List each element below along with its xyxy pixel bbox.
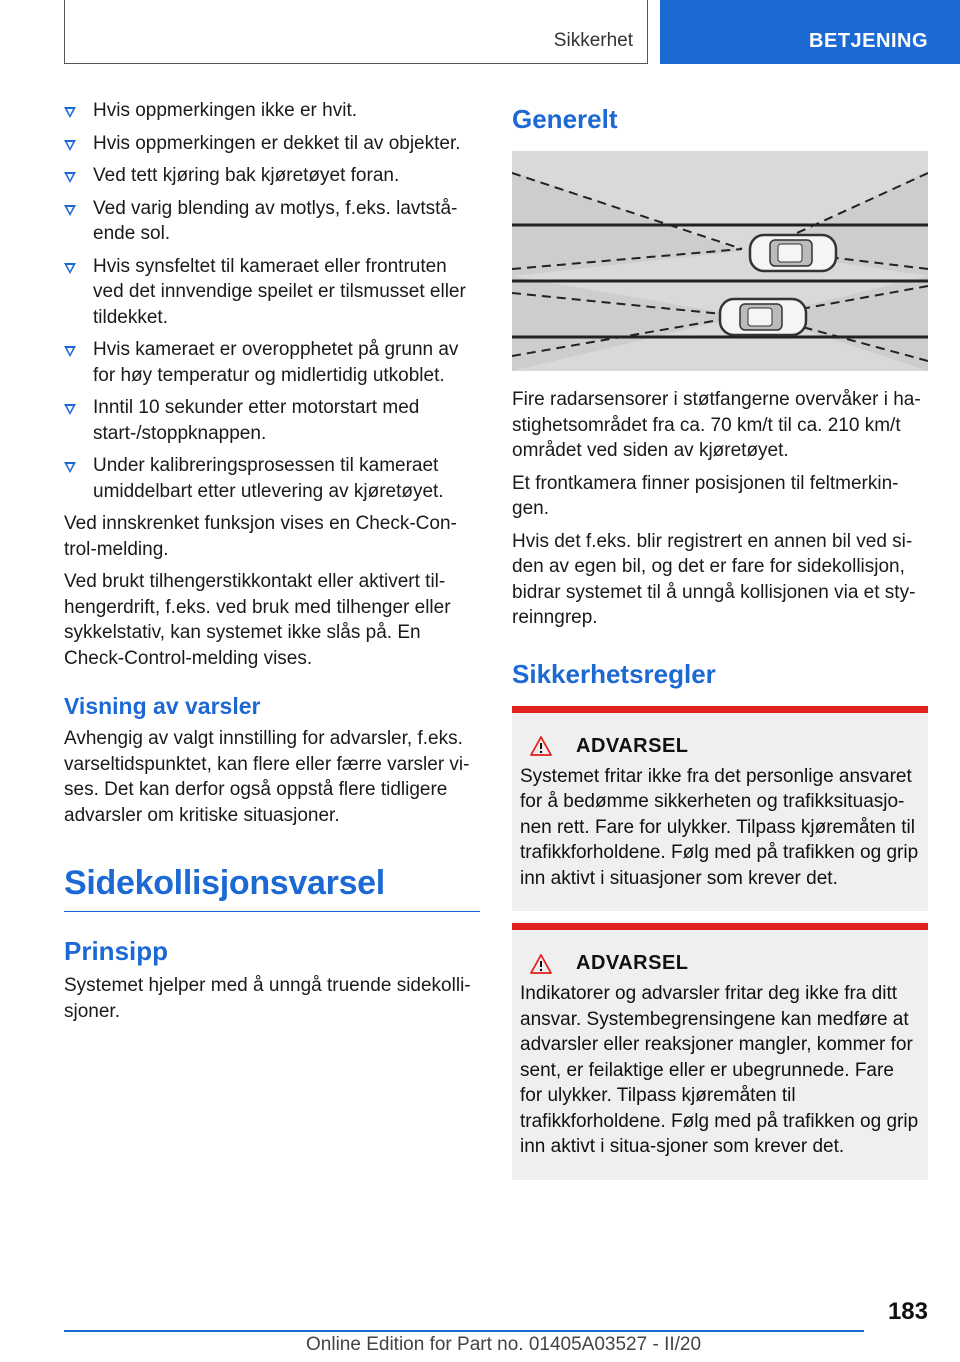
list-item: Hvis oppmerkingen ikke er hvit. xyxy=(64,98,480,124)
list-item: Under kalibreringsprosessen til kameraet umiddelbart etter utlevering av kjøretøyet. xyxy=(64,453,480,504)
list-item: Hvis kameraet er overopphetet på grunn av for høy temperatur og midlertidig utkoblet. xyxy=(64,337,480,388)
car-icon xyxy=(750,235,836,271)
header-section-title: Sikkerhet xyxy=(553,30,633,51)
page-number: 183 xyxy=(887,1298,928,1325)
sikkerhet-heading: Sikkerhetsregler xyxy=(512,658,716,689)
generelt-paragraph-1: Fire radarsensorer i støtfangerne overvåker i ha-stighetsområdet fra ca. 70 km/t til ca. 210 km/t området ved siden av kjøretøyet. xyxy=(512,389,921,461)
generelt-paragraph-2: Et frontkamera finner posisjonen til feltmerkin-gen. xyxy=(512,472,899,519)
footer-divider xyxy=(64,1330,864,1332)
warning-title: ADVARSEL xyxy=(576,734,689,757)
visning-paragraph: Avhengig av valgt innstilling for advarsler, f.eks. varseltidspunktet, kan flere eller færre varsler vi-ses. Det kan derfor også oppstå flere tidligere advarsler om kritiske situasjoner. xyxy=(64,728,470,826)
generelt-paragraph-3: Hvis det f.eks. blir registrert en annen bil ved si-den av egen bil, og det er fare for sidekollisjon, bidrar systemet til å unngå kollisjonen via et sty-reinngrep. xyxy=(512,530,916,628)
header-section-box xyxy=(64,0,648,64)
warning-text: Systemet fritar ikke fra det personlige ansvaret for å bedømme sikkerheten og trafikksituasjo-nen rett. Fare for ulykker. Tilpass kjøremåten til trafikkforholdene. Følg med på trafikken og grip inn aktivt i situasjoner som krever det. xyxy=(520,765,919,889)
trailer-paragraph: Ved brukt tilhengerstikkontakt eller aktivert til-hengerdrift, f.eks. ved bruk med tilhenger eller sykkelstativ, kan systemet ikke slås på. En Check-Control-melding vises. xyxy=(64,571,451,669)
road-diagram xyxy=(512,151,928,371)
bullet-triangle-icon xyxy=(64,205,76,216)
list-item: Ved tett kjøring bak kjøretøyet foran. xyxy=(64,163,480,189)
bullet-triangle-icon xyxy=(64,263,76,274)
list-item: Hvis oppmerkingen er dekket til av objekter. xyxy=(64,131,480,157)
generelt-heading: Generelt xyxy=(512,104,618,134)
warning-box xyxy=(512,706,928,912)
list-item: Inntil 10 sekunder etter motorstart med start-/stoppknappen. xyxy=(64,395,480,446)
warning-box xyxy=(512,923,928,1180)
car-icon xyxy=(720,299,806,335)
list-item: Ved varig blending av motlys, f.eks. lavtstå-ende sol. xyxy=(64,196,480,247)
left-column xyxy=(64,98,480,1031)
check-control-paragraph: Ved innskrenket funksjon vises en Check-Con-trol-melding. xyxy=(64,513,457,560)
radar-illustration xyxy=(512,151,928,371)
bullet-triangle-icon xyxy=(64,107,76,118)
warning-triangle-icon xyxy=(530,954,552,974)
footer-edition: Online Edition for Part no. 01405A03527 - II/20 xyxy=(306,1334,702,1355)
prinsipp-heading: Prinsipp xyxy=(64,936,169,966)
right-column xyxy=(512,98,928,1180)
warning-triangle-icon xyxy=(530,736,552,756)
header-chapter-tab xyxy=(660,0,960,64)
bullet-triangle-icon xyxy=(64,404,76,415)
bullet-triangle-icon xyxy=(64,172,76,183)
chapter-title: Sidekollisjonsvarsel xyxy=(64,864,480,912)
prinsipp-paragraph: Systemet hjelper med å unngå truende sidekolli-sjoner. xyxy=(64,975,471,1022)
bullet-triangle-icon xyxy=(64,462,76,473)
warning-title: ADVARSEL xyxy=(576,952,689,974)
bullet-triangle-icon xyxy=(64,346,76,357)
bullet-triangle-icon xyxy=(64,140,76,151)
header-chapter-title: BETJENING xyxy=(809,30,928,52)
list-item: Hvis synsfeltet til kameraet eller frontruten ved det innvendige speilet er tilsmusset eller tildekket. xyxy=(64,254,480,331)
visning-heading: Visning av varsler xyxy=(64,693,261,719)
warning-text: Indikatorer og advarsler fritar deg ikke fra ditt ansvar. Systembegrensingene kan medføre at advarsler eller reaksjoner mangler, kommer for sent, er feilaktige eller er ubegrunnede. Fare for ulykker. Tilpass kjøremåten til trafikkforholdene. Følg med på trafikken og grip inn aktivt i situa-sjoner som krever det. xyxy=(520,983,919,1157)
limitation-list xyxy=(64,98,480,504)
